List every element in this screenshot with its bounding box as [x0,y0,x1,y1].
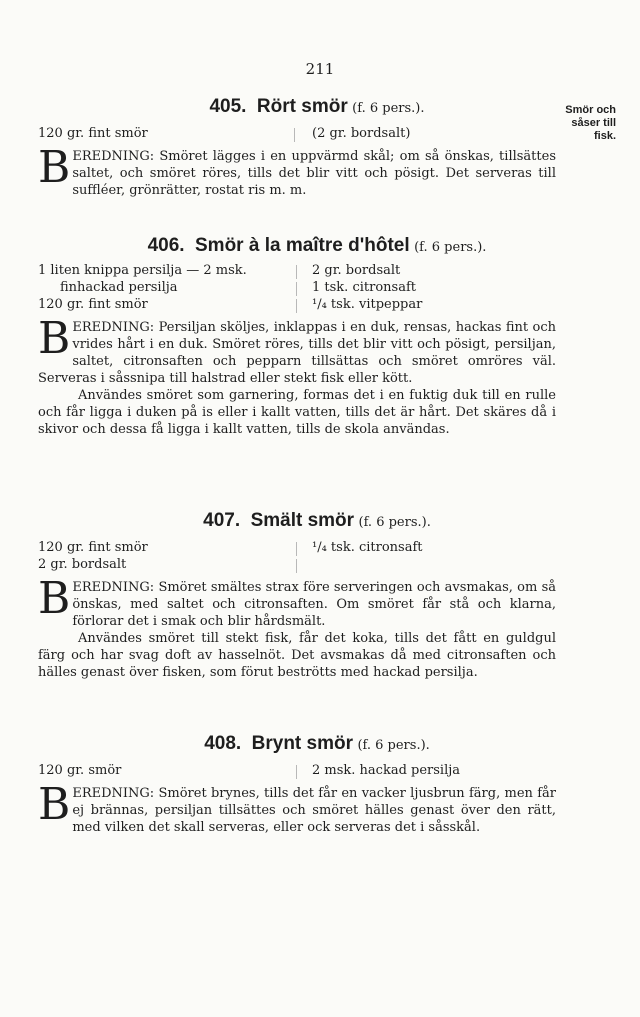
recipe-number: 406. [147,235,185,256]
ingredient: ¹/₄ tsk. vitpeppar [312,297,423,312]
recipe-name: Smör à la maître d'hôtel [195,235,410,256]
column-divider [296,765,297,779]
drop-cap: B [38,573,71,624]
recipe-407 [38,510,556,681]
preparation-text: EREDNING: Smöret lägges i en uppvärmd skål; om så önskas, tillsättes saltet, och smöret röres, tills det blir vitt och pösigt. Det serveras till suffléer, grönrätter, rostat ris m. m. [72,149,556,198]
ingredient: 120 gr. fint smör [38,126,148,141]
ingredient-list [38,540,556,574]
ingredient: 1 liten knippa persilja — 2 msk. [38,263,247,278]
ingredient: 2 gr. bordsalt [312,263,401,278]
ingredient-row [38,263,556,280]
recipe-servings: (f. 6 pers.). [352,101,425,116]
ingredient-row [38,126,556,143]
margin-note-line: Smör och [565,104,616,116]
column-divider [296,559,297,573]
column-divider [296,265,297,279]
drop-cap: B [38,313,71,364]
recipe-number: 408. [204,733,242,754]
recipe-408 [38,733,556,836]
recipe-number: 407. [203,510,241,531]
recipe-heading [78,235,556,257]
ingredient-list [38,126,556,143]
preparation-note: Användes smöret till stekt fisk, får det koka, tills det fått en guldgul färg och har svag doft av hasselnöt. Det avsmakas då med citronsaften och hälles genast över fisken, som förut beströtts med hackad persilja. [38,631,556,680]
ingredient: (2 gr. bordsalt) [312,126,411,141]
drop-cap: B [38,142,71,193]
ingredient-row [38,763,556,780]
preparation-note: Användes smöret som garnering, formas det i en fuktig duk till en rulle och får ligga i duken på is eller i kallt vatten, tills det är hårt. Det skäres då i skivor och dessa få ligga i kallt vatten, tills de skola användas. [38,388,556,437]
ingredient-row [38,540,556,557]
ingredient: 1 tsk. citronsaft [312,280,416,295]
preparation [38,142,556,199]
preparation-text: EREDNING: Smöret brynes, tills det får en vacker ljusbrun färg, men får ej brännas, persiljan tillsättes och smöret hälles genast över den rätt, med vilken det skall serveras, eller ock serveras det i såsskål. [72,786,556,835]
recipe-406 [38,235,556,438]
ingredient-row [38,557,556,574]
recipe-servings: (f. 6 pers.). [414,240,487,255]
ingredient: finhackad persilja [60,280,178,295]
recipe-name: Brynt smör [251,733,353,754]
drop-cap: B [38,779,71,830]
recipe-name: Smält smör [250,510,355,531]
recipe-heading [78,733,556,755]
recipe-servings: (f. 6 pers.). [357,738,430,753]
ingredient: 120 gr. smör [38,763,122,778]
preparation-text: EREDNING: Persiljan sköljes, inklappas i en duk, rensas, hackas fint och vrides hårt i en duk. Smöret röres, tills det blir vitt och pösigt, persiljan, saltet, citronsaften och pepparn tillsättas och smöret omröres väl. Serveras i såssnipa till halstrad eller stekt fisk eller kött. [38,320,556,386]
ingredient: 120 gr. fint smör [38,540,148,555]
column-divider [296,282,297,296]
recipe-number: 405. [209,96,247,117]
preparation [38,779,556,836]
recipe-heading [78,510,556,532]
margin-note-line: fisk. [593,130,616,142]
ingredient-list [38,263,556,314]
recipe-servings: (f. 6 pers.). [358,515,431,530]
margin-note-line: såser till [571,117,616,129]
recipe-405 [38,96,556,199]
column-divider [294,128,295,142]
page-number: 211 [305,60,335,78]
ingredient: 120 gr. fint smör [38,297,148,312]
ingredient-row [38,280,556,297]
recipe-name: Rört smör [256,96,348,117]
ingredient: 2 msk. hackad persilja [312,763,461,778]
preparation [38,573,556,630]
preparation-text: EREDNING: Smöret smältes strax före serveringen och avsmakas, om så önskas, med saltet och citronsaften. Om smöret får stå och klarna, förlorar det i smak och blir hårdsmält. [72,580,556,629]
ingredient: ¹/₄ tsk. citronsaft [312,540,423,555]
column-divider [296,299,297,313]
column-divider [296,542,297,556]
recipe-heading [78,96,556,118]
preparation [38,313,556,387]
ingredient: 2 gr. bordsalt [38,557,127,572]
ingredient-row [38,297,556,314]
ingredient-list [38,763,556,780]
